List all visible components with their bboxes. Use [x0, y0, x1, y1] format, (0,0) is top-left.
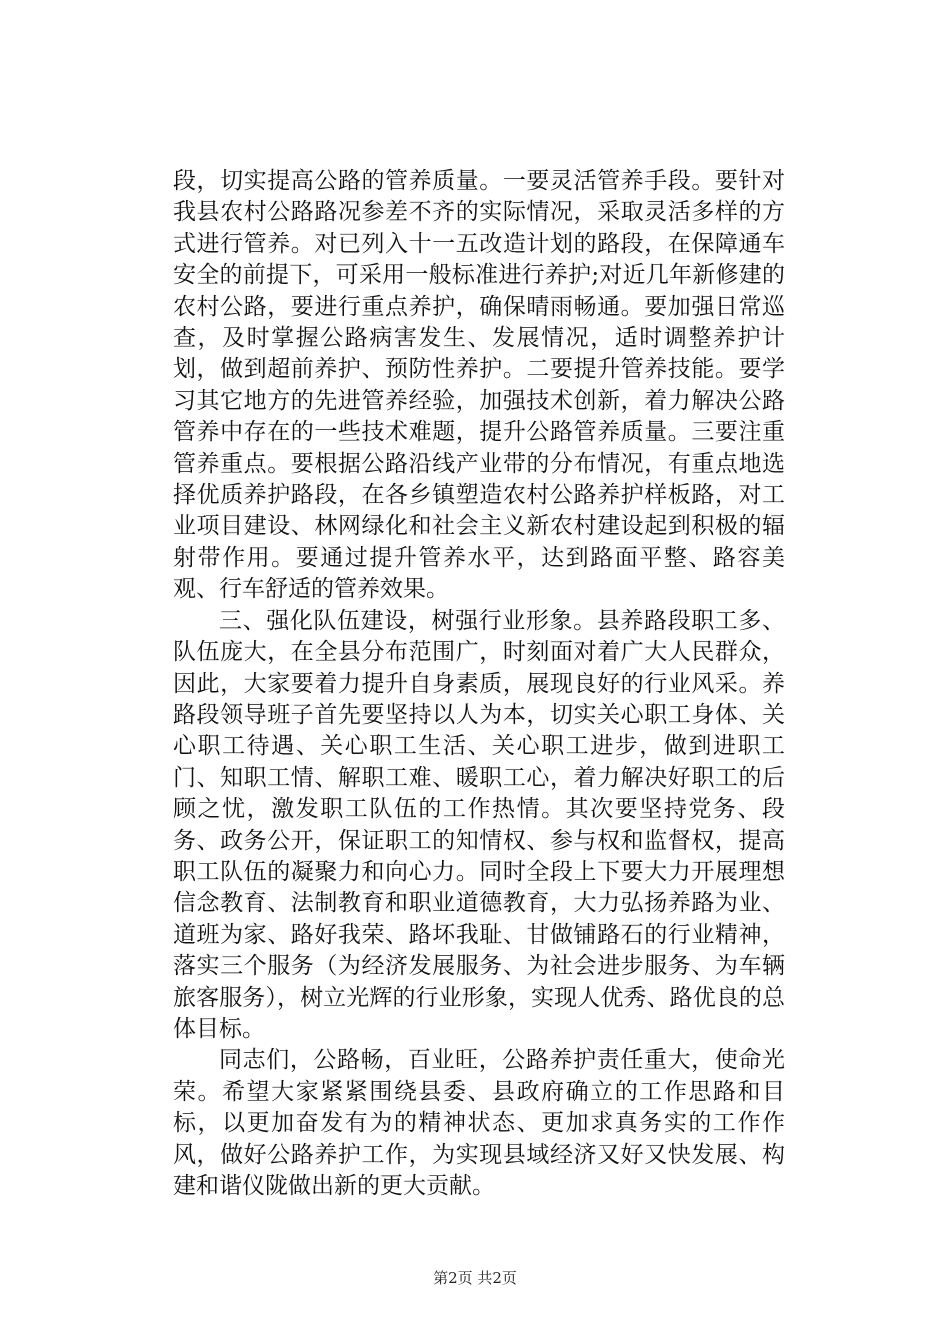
- page-number-label: 第2页 共2页: [433, 1269, 517, 1287]
- paragraph-maintenance-quality: 段，切实提高公路的管养质量。一要灵活管养手段。要针对我县农村公路路况参差不齐的实际情况，采取灵活多样的方式进行管养。对已列入十一五改造计划的路段，在保障通车安全的前提下，可采用一般标准进行养护;对近几年新修建的农村公路，要进行重点养护，确保晴雨畅通。要加强日常巡查，及时掌握公路病害发生、发展情况，适时调整养护计划，做到超前养护、预防性养护。二要提升管养技能。要学习其它地方的先进管养经验，加强技术创新，着力解决公路管养中存在的一些技术难题，提升公路管养质量。三要注重管养重点。要根据公路沿线产业带的分布情况，有重点地选择优质养护路段，在各乡镇塑造农村公路养护样板路，对工业项目建设、林网绿化和社会主义新农村建设起到积极的辐射带作用。要通过提升管养水平，达到路面平整、路容美观、行车舒适的管养效果。: [173, 168, 785, 603]
- paragraph-closing-remarks: 同志们，公路畅，百业旺，公路养护责任重大，使命光荣。希望大家紧紧围绕县委、县政府确立的工作思路和目标，以更加奋发有为的精神状态、更加求真务实的工作作风，做好公路养护工作，为实现县域经济又好又快发展、构建和谐仪陇做出新的更大贡献。: [173, 1047, 785, 1199]
- page-footer: [0, 1267, 950, 1288]
- paragraph-team-building: 三、强化队伍建设，树强行业形象。县养路段职工多、队伍庞大，在全县分布范围广，时刻面对着广大人民群众，因此，大家要着力提升自身素质，展现良好的行业风采。养路段领导班子首先要坚持以人为本，切实关心职工身体、关心职工待遇、关心职工生活、关心职工进步，做到进职工门、知职工情、解职工难、暖职工心，着力解决好职工的后顾之忧，激发职工队伍的工作热情。其次要坚持党务、段务、政务公开，保证职工的知情权、参与权和监督权，提高职工队伍的凝聚力和向心力。同时全段上下要大力开展理想信念教育、法制教育和职业道德教育，大力弘扬养路为业、道班为家、路好我荣、路坏我耻、甘做铺路石的行业精神，落实三个服务（为经济发展服务、为社会进步服务、为车辆旅客服务），树立光辉的行业形象，实现人优秀、路优良的总体目标。: [173, 607, 785, 1042]
- document-body: [173, 166, 785, 1202]
